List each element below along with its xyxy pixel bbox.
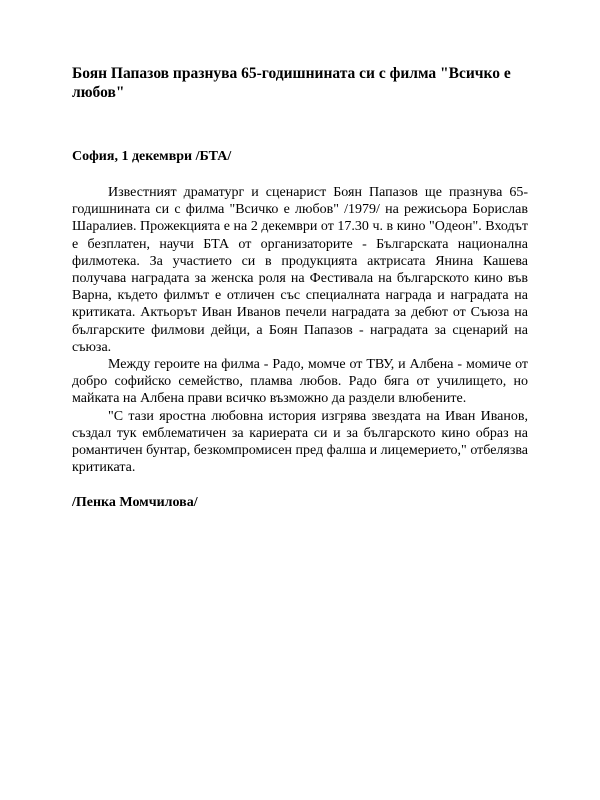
article-title: Боян Папазов празнува 65-годишнината си с филма "Всичко е любов" — [72, 65, 511, 101]
article-paragraph: Известният драматург и сценарист Боян Папазов ще празнува 65-годишнината си с филма "Всичко е любов" /1979/ на режисьора Борислав Шаралиев. Прожекцията е на 2 декември от 17.30 ч. в кино "Одеон". Входът е безплатен, научи БТА от организаторите - Българската национална филмотека. За участието си в продукцията актрисата Янина Кашева получава наградата за женска роля на Фестивала на българското кино във Варна, където филмът е отличен със специалната награда и наградата на критиката. Актьорът Иван Иванов печели наградата за дебют от Съюза на българските филмови дейци, а Боян Папазов - наградата за сценарий на съюза. — [72, 185, 528, 355]
article-author: /Пенка Момчилова/ — [72, 495, 198, 511]
article-dateline: София, 1 декември /БТА/ — [72, 149, 232, 164]
article-body — [72, 184, 528, 476]
article-paragraph: "С тази яростна любовна история изгрява звездата на Иван Иванов, създал тук емблематичен за кариерата си и за българското кино образ на романтичен бунтар, безкомпромисен пред фалша и лицемерието," отбелязва критиката. — [72, 408, 528, 476]
article-paragraph: Между героите на филма - Радо, момче от ТВУ, и Албена - момиче от добро софийско семейство, пламва любов. Радо бяга от училището, но майката на Албена прави всичко възможно да раздели влюбените. — [72, 357, 528, 407]
